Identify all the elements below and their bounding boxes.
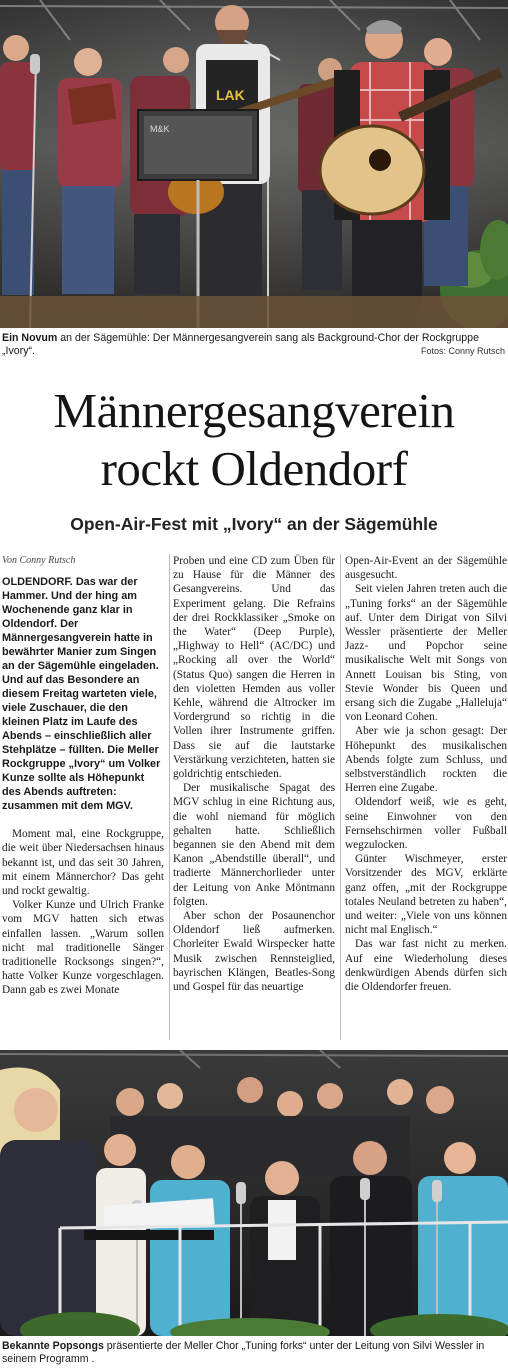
paragraph: Oldendorf weiß, wie es geht, seine Einwohner von den Fernsehschirmen voller Fußball wegzulocken. [345,796,507,852]
byline: Von Conny Rutsch [2,555,76,566]
photo-credit: Fotos: Conny Rutsch [420,346,505,356]
paragraph: Seit vielen Jahren treten auch die „Tuning forks“ an der Sägemühle auf. Unter dem Dirigat von Silvi Wessler präsentierte der Meller Jazz- und Popchor seine musikalische Welt mit Songs von Annett Louisan bis Sting, von Stevie Wonder bis Queen und ersang sich die Zugabe „Halleluja“ von Leonard Cohen. [345,583,507,724]
column-divider [169,554,170,1040]
paragraph: Moment mal, eine Rockgruppe, die weit über Niedersachsen hinaus bekannt ist, und das seit 30 Jahren, mit einem Männerchor? Das geht und rockt gewaltig. [2,828,164,898]
paragraph: Open-Air-Event an der Sägemühle ausgesucht. [345,555,507,582]
article-column-3 [345,554,507,994]
caption-text: präsentierte der Meller Chor „Tuning forks“ unter der Leitung von Silvi Wessler in seinem Programm . [2,1340,485,1365]
photo-pop-choir [0,1050,508,1336]
photo-illustration [0,1050,508,1336]
headline-line-1: Männergesangverein [53,383,455,438]
article-column-2 [173,554,335,994]
paragraph: Proben und eine CD zum Üben für zu Hause für die Männer des Gesangvereins. Und das Experiment gelang. Die Refrains der drei Rockklassiker „Smoke on the Water“ (Deep Purple), „Highway to Hell“ (AC/DC) und „Rocking all over the World“ (Status Quo) sangen die Herren in den violetten Hemden aus voller Kehle, während die Altrocker im Vordergrund so richtig in die Vollen ihrer Instrumente griffen. Dass sie auf die lautstarke Verstärkung verzichteten, hatten sie goldrichtig entschieden. [173,555,335,781]
article-column-1 [2,554,164,998]
paragraph: Der musikalische Spagat des MGV schlug in eine Richtung aus, die wohl niemand für möglich gehalten hatte. Schließlich begannen sie den Abend mit dem Kanon „Abendstille überall“, und tradierte Männerchorlieder unter der Leitung von Anke Möntmann folgten. [173,782,335,908]
headline-line-2: rockt Oldendorf [100,441,408,496]
headline [0,382,508,498]
subheadline: Open-Air-Fest mit „Ivory“ an der Sägemühle [70,514,438,534]
paragraph: Volker Kunze und Ulrich Franke vom MGV hatten sich etwas einfallen lassen. „Warum sollen nicht mal traditionelle Sänger traditionelle Rocksongs singen?“, hatte Volker Kunze vorgeschlagen. Dann gab es zwei Monate [2,899,164,997]
shirt-print-text: LAK [216,87,245,103]
paragraph: Das war fast nicht zu merken. Auf eine Wiederholung dieses denkwürdigen Abends dürfen sich die Oldendorfer freuen. [345,938,507,994]
photo-rock-band-with-choir [0,0,508,328]
caption-lead: Ein Novum [2,332,58,344]
amp-brand-label: M&K [150,124,170,134]
photo-caption-bottom [2,1340,506,1366]
article-lede: OLDENDORF. Das war der Hammer. Und der hing am Wochenende ganz klar in Oldendorf. Der Männergesangverein hatte in bewährter Manier zum Singen an der Sägemühle eingeladen. Und auf das Besondere an diesem Freitag warteten viele, viele Zuschauer, die den kleinen Platz im Laufe des Abends – einschließlich aller Stehplätze – füllten. Die Meller Rockgruppe „Ivory“ um Volker Kunze sollte als Höhepunkt des Abends auftreten: zusammen mit dem MGV. [2,576,161,813]
paragraph: Günter Wischmeyer, erster Vorsitzender des MGV, erklärte ganz offen, „mit der Rockgruppe totales Neuland betreten zu haben“, und weiter: „Viele von uns können nicht mal Englisch.“ [345,853,507,937]
caption-lead: Bekannte Popsongs [2,1340,104,1352]
caption-text: an der Sägemühle: Der Männergesangverein sang als Background-Chor der Rockgruppe „Ivory“. [2,332,479,357]
paragraph: Aber schon der Posaunenchor Oldendorf ließ aufmerken. Chorleiter Ewald Wirspecker hatte Musik zwischen Rennsteiglied, bayrischen Klängen, Beatles-Song und Gospel für das neuartige [173,910,335,994]
column-divider [340,554,341,1040]
paragraph: Aber wie ja schon gesagt: Der Höhepunkt des musikalischen Abends folgte zum Schluss, und selbstverständlich rockten die Herren eine Zugabe. [345,725,507,795]
photo-illustration [0,0,508,328]
